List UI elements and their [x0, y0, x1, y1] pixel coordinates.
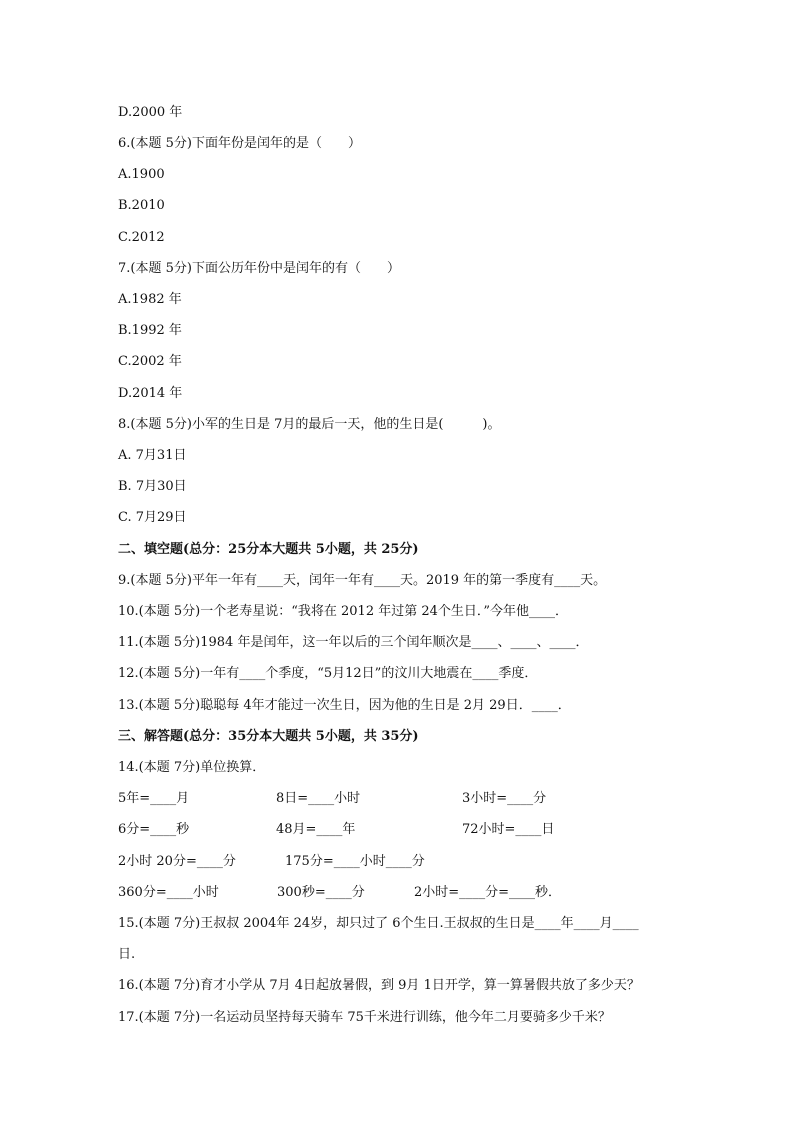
conversion-cell: 8日=____小时: [276, 791, 361, 806]
option-d-2000: D.2000 年: [118, 105, 183, 120]
option-b-1992: B.1992 年: [118, 323, 182, 338]
question-13: 13.(本题 5分)聪聪每 4年才能过一次生日，因为他的生日是 2月 29日．____．: [118, 698, 571, 713]
question-7: 7.(本题 5分)下面公历年份中是闰年的有（ ）: [118, 261, 400, 276]
conversion-cell: 300秒=____分: [277, 885, 365, 900]
question-15: 15.(本题 7分)王叔叔 2004年 24岁，却只过了 6个生日.王叔叔的生日是____年____月____: [118, 916, 639, 931]
question-14: 14.(本题 7分)单位换算．: [118, 760, 266, 775]
option-c-july-29: C. 7月29日: [118, 510, 187, 525]
conversion-cell: 5年=____月: [118, 791, 190, 806]
conversion-cell: 360分=____小时: [118, 885, 219, 900]
option-d-2014: D.2014 年: [118, 386, 183, 401]
question-17: 17.(本题 7分)一名运动员坚持每天骑车 75千米进行训练，他今年二月要骑多少千米？: [118, 1010, 611, 1025]
option-a-july-31: A. 7月31日: [118, 448, 187, 463]
conversion-cell: 2小时=____分=____秒．: [414, 885, 562, 900]
conversion-cell: 175分=____小时____分: [285, 854, 425, 869]
question-12: 12.(本题 5分)一年有____个季度，“5月12日”的汶川大地震在____季度．: [118, 666, 538, 681]
question-10: 10.(本题 5分)一个老寿星说：“我将在 2012 年过第 24个生日．”今年他____．: [118, 604, 569, 619]
question-16: 16.(本题 7分)育才小学从 7月 4日起放暑假，到 9月 1日开学，算一算暑假共放了多少天？: [118, 978, 640, 993]
option-a-1900: A.1900: [118, 167, 165, 182]
conversion-cell: 6分=____秒: [118, 822, 190, 837]
conversion-cell: 48月=____年: [276, 822, 356, 837]
option-b-july-30: B. 7月30日: [118, 479, 187, 494]
conversion-cell: 3小时=____分: [462, 791, 547, 806]
question-9: 9.(本题 5分)平年一年有____天，闰年一年有____天。2019 年的第一季度有____天。: [118, 573, 607, 588]
question-6: 6.(本题 5分)下面年份是闰年的是（ ）: [118, 136, 361, 151]
section-answer-heading: 三、解答题(总分：35分本大题共 5小题，共 35分): [118, 729, 419, 744]
conversion-cell: 2小时 20分=____分: [118, 854, 236, 869]
option-b-2010: B.2010: [118, 198, 165, 213]
question-8: 8.(本题 5分)小军的生日是 7月的最后一天，他的生日是( )。: [118, 417, 501, 432]
question-15-continuation: 日.: [118, 947, 136, 962]
section-fill-in-heading: 二、填空题(总分：25分本大题共 5小题，共 25分): [118, 542, 419, 557]
conversion-cell: 72小时=____日: [462, 822, 555, 837]
option-c-2002: C.2002 年: [118, 354, 182, 369]
option-a-1982: A.1982 年: [118, 292, 182, 307]
option-c-2012: C.2012: [118, 230, 165, 245]
question-11: 11.(本题 5分)1984 年是闰年，这一年以后的三个闰年顺次是____、____、____．: [118, 635, 589, 650]
